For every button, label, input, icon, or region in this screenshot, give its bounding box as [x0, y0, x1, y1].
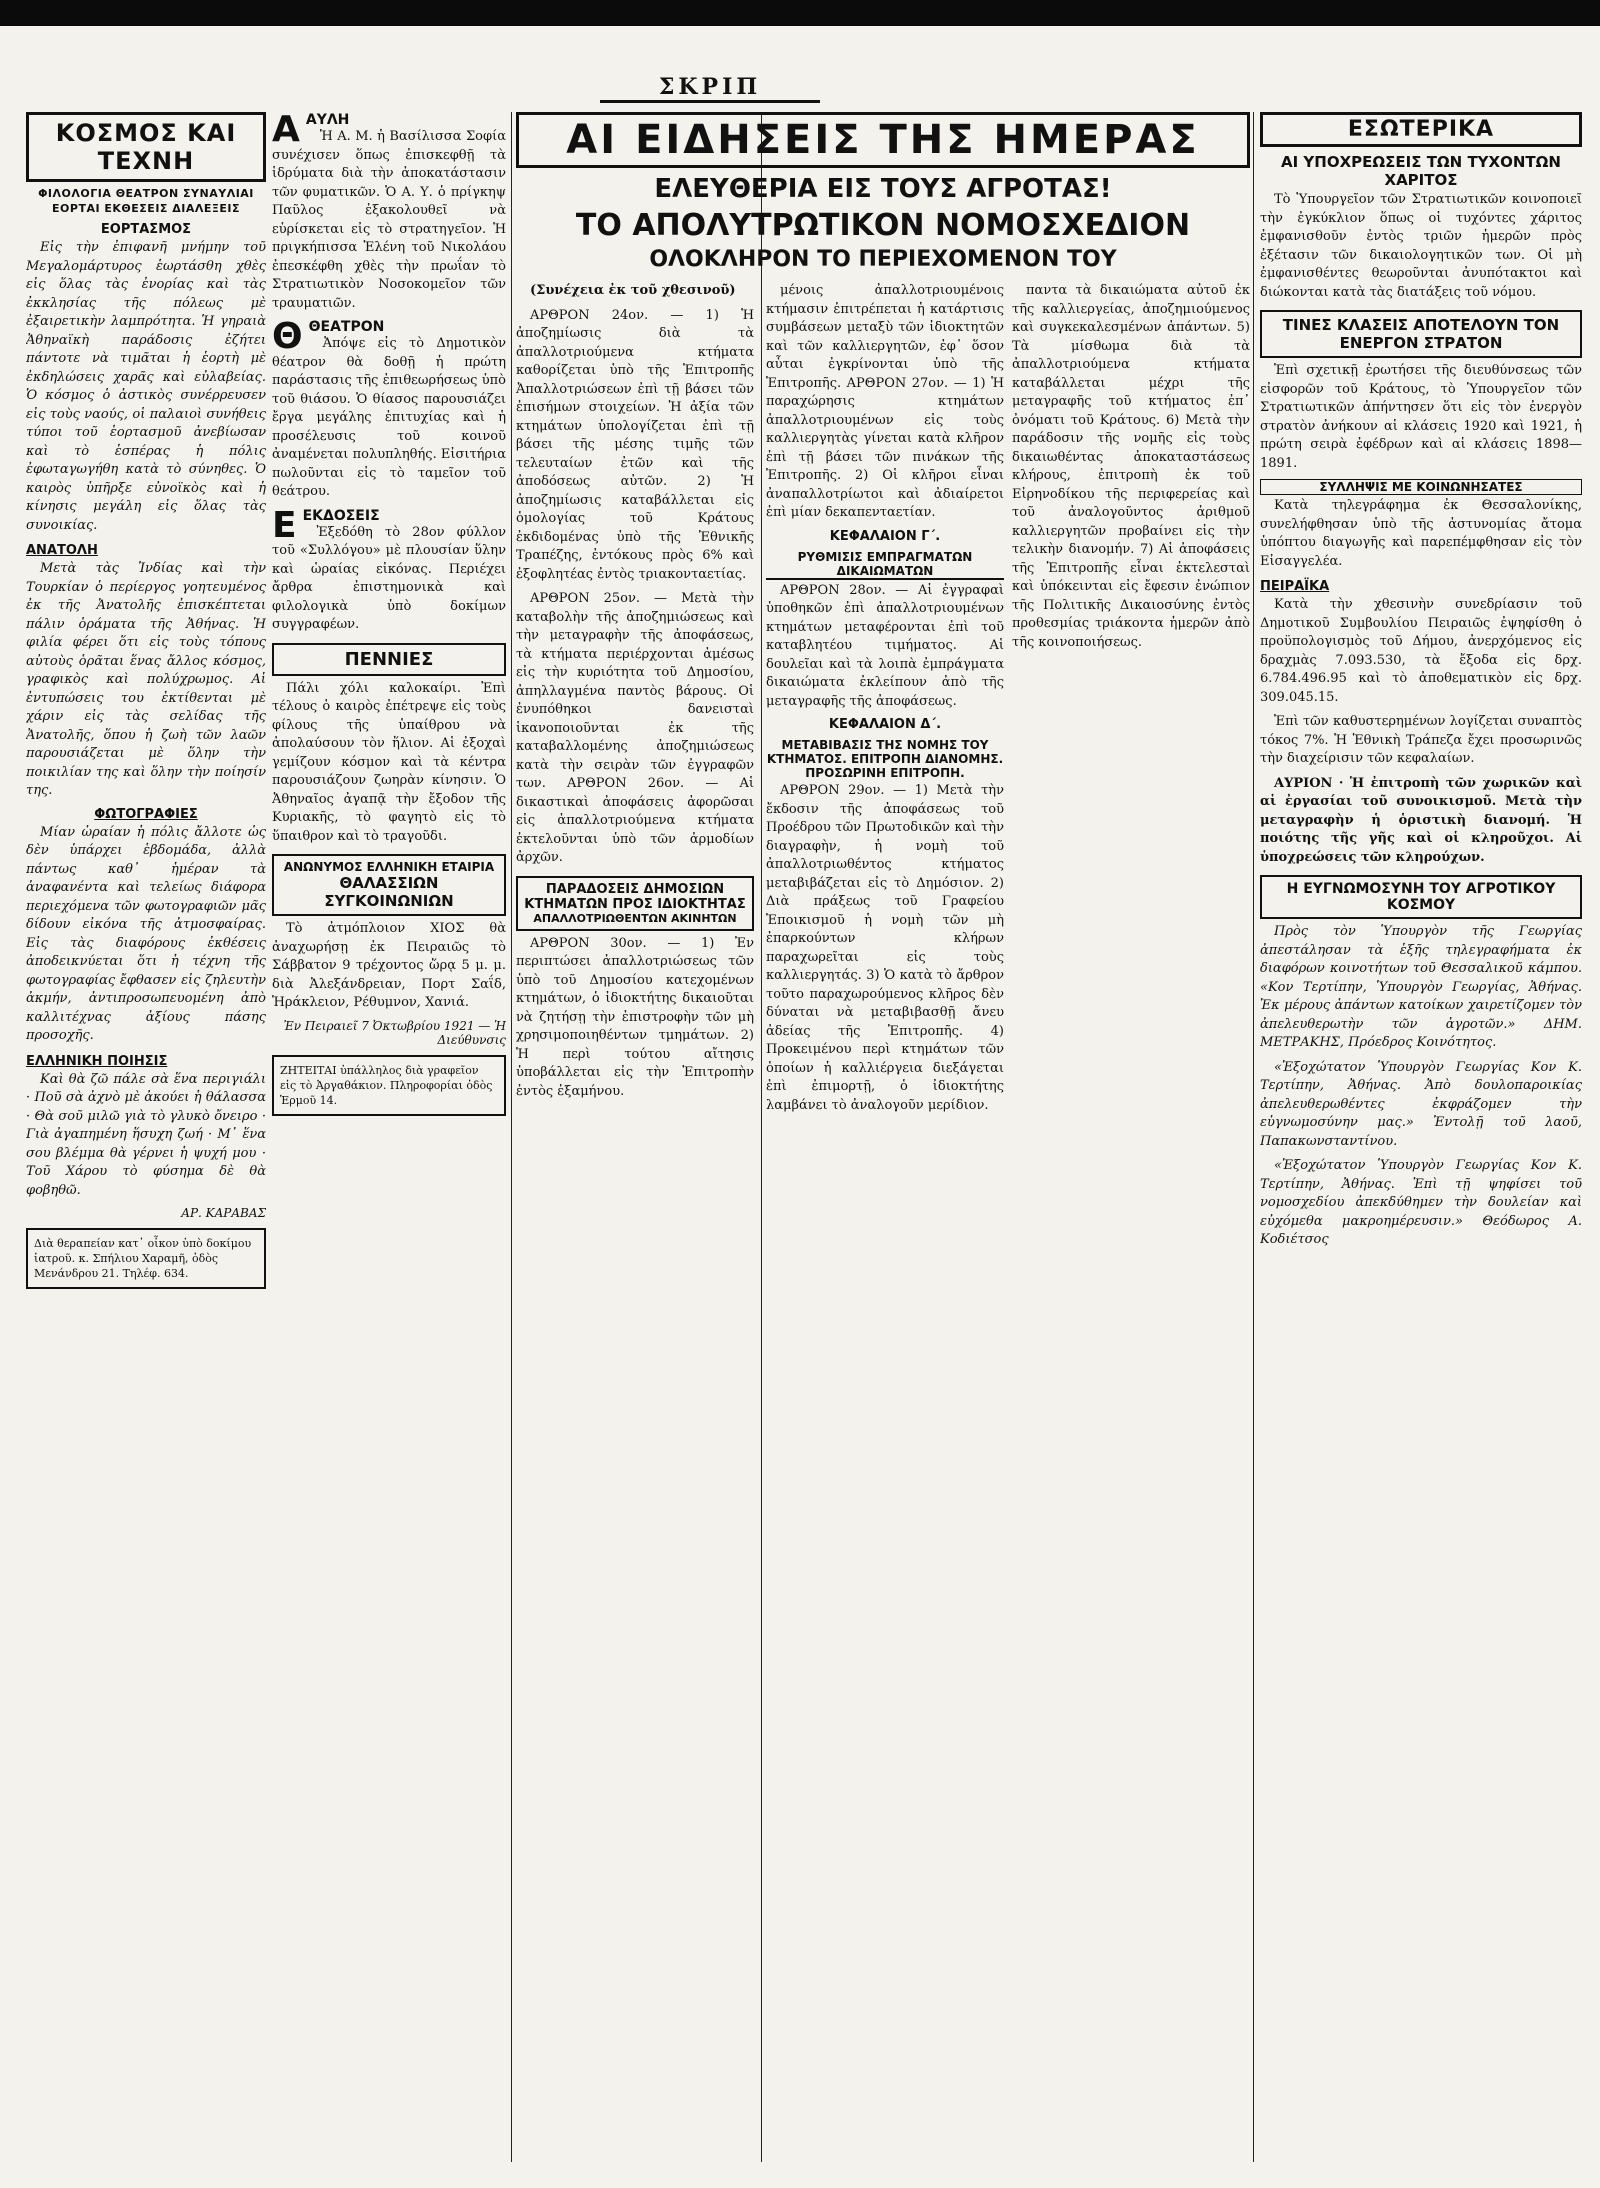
dropcap: Ε [272, 504, 297, 546]
article-heading: Η ΕΥΓΝΩΜΟΣΥΝΗ ΤΟΥ ΑΓΡΟΤΙΚΟΥ ΚΟΣΜΟΥ [1260, 875, 1582, 919]
news-column-2 [766, 282, 1004, 2162]
news-column-1 [516, 282, 754, 2162]
article-heading: ΠΕΙΡΑΪΚΑ [1260, 579, 1330, 594]
top-black-band [0, 0, 1600, 26]
article-text: Ἐξεδόθη τὸ 28ον φύλλον τοῦ «Συλλόγου» μὲ πλουσίαν ὕλην καὶ ὡραίας εἰκόνας. Περιέχει ἄρθρα ἐπιστημονικὰ καὶ φιλολογικὰ ὑπὸ δοκίμων συγγραφέων. [272, 524, 506, 632]
article-heading: ΑΝΑΤΟΛΗ [26, 543, 98, 558]
classified-text: ΖΗΤΕΙΤΑΙ ὑπάλληλος διὰ γραφεῖον εἰς τὸ Ἀργαθάκιον. Πληροφορίαι ὁδὸς Ἑρμοῦ 14. [280, 1063, 493, 1107]
article-heading: ΦΩΤΟΓΡΑΦΙΕΣ [94, 806, 198, 822]
telegram-text: Πρὸς τὸν Ὑπουργὸν τῆς Γεωργίας ἀπεστάλησαν τὰ ἑξῆς τηλεγραφήματα ἐκ διαφόρων κοινοτήτων τοῦ Θεσσαλικοῦ κάμπου. «Κον Τερτίπην, Ὑπουργὸν Γεωργίας, Ἀθήνας. Ἐκ μέρους ἁπάντων κατοίκων χαιρετίζομεν τὸν ἀπελευθερωτὴν τῶν ἀγροτῶν.» ΔΗΜ. ΜΕΤΡΑΚΗΣ, Πρόεδρος Κοινότητος. [1260, 924, 1582, 1050]
article-text: Κατὰ τηλεγράφημα ἐκ Θεσσαλονίκης, συνελήφθησαν ὑπὸ τῆς ἀστυνομίας ἄτομα ὑπόπτου διαγωγῆς καὶ παρεπέμφθησαν εἰς τὸν Εἰσαγγελέα. [1260, 498, 1582, 569]
advertisement [26, 1228, 266, 1289]
news-header [516, 112, 1250, 272]
company-ad [272, 854, 506, 916]
company-subtitle: ΘΑΛΑΣΣΙΩΝ ΣΥΓΚΟΙΝΩΝΙΩΝ [324, 874, 454, 910]
paradoseis-subtitle: ΑΠΑΛΛΟΤΡΙΩΘΕΝΤΩΝ ΑΚΙΝΗΤΩΝ [533, 911, 737, 925]
chapter-title: ΡΥΘΜΙΣΙΣ ΕΜΠΡΑΓΜΑΤΩΝ ΔΙΚΑΙΩΜΑΤΩΝ [766, 550, 1004, 580]
chapter-label: ΚΕΦΑΛΑΙΟΝ Γ΄. [829, 528, 941, 544]
news-subheadline: ΟΛΟΚΛΗΡΟΝ ΤΟ ΠΕΡΙΕΧΟΜΕΝΟΝ ΤΟΥ [649, 247, 1117, 272]
section-subtitle: ΦΙΛΟΛΟΓΙΑ ΘΕΑΤΡΟΝ ΣΥΝΑΥΛΙΑΙ ΕΟΡΤΑΙ ΕΚΘΕΣΕΙΣ ΔΙΑΛΕΞΕΙΣ [38, 187, 254, 215]
article-text: Πάλι χόλι καλοκαίρι. Ἐπὶ τέλους ὁ καιρὸς ἐπέτρεψε εἰς τοὺς φίλους τῆς ὑπαίθρου νὰ ἀπολαύσουν τὸν ἥλιον. Αἱ ἐξοχαὶ γεμίζουν κόσμον καὶ τὰ κέντρα παρουσιάζουν ζωηρὰν κίνησιν. Ὁ Ἀθηναῖος ἀγαπᾷ τὴν ἔξοδον τῆς Κυριακῆς, τὸ φαγητὸ εἰς τὸ ὕπαιθρον καὶ τὸ τραγοῦδι. [272, 680, 506, 844]
article-heading: ΑΥΛΗ [305, 112, 350, 128]
poem-signature: ΑΡ. ΚΑΡΑΒΑΣ [181, 1206, 266, 1220]
article-text: ΑΡΘΡΟΝ 29ον. — 1) Μετὰ τὴν ἔκδοσιν τῆς ἀποφάσεως τοῦ Προέδρου τῶν Πρωτοδικῶν καὶ τὴν διαγραφὴν, ἡ νομὴ τοῦ ἀπαλλοτριωθέντος κτήματος μεταβιβάζεται εἰς τὸ Δημόσιον. 2) Διὰ πράξεως τοῦ Γραφείου Ἐποικισμοῦ ἡ νομὴ τῶν μὴ ἐπαρκούντων κλήρων παραχωρεῖται εἰς τοὺς καλλιεργητάς. 3) Ὁ κατὰ τὸ ἄρθρον τοῦτο παραχωρούμενος κλῆρος δὲν δύναται νὰ μεταβιβασθῇ ἄνευ ἀδείας τῆς Ἐπιτροπῆς. 4) Προκειμένου περὶ κτημάτων τῶν ὁποίων ἡ καλλιέργεια διεξάγεται ἐπὶ ἐπιμορτῇ, ὁ ἰδιοκτήτης λαμβάνει τὸ ἀναλογοῦν μερίδιον. [766, 783, 1004, 1113]
article-text: Ἀπόψε εἰς τὸ Δημοτικὸν θέατρον θὰ δοθῇ ἡ πρώτη παράστασις τῆς ἐπιθεωρήσεως ὑπὸ τοῦ θιάσου. Ὁ θίασος παρουσιάζει ἔργα μεγάλης ἐπιτυχίας καὶ ἡ προσέλευσις τοῦ κοινοῦ ἀναμένεται πολυπληθής. Εἰσιτήρια πωλοῦνται εἰς τὸ ταμεῖον τοῦ θεάτρου. [272, 336, 506, 499]
article-heading: ΤΙΝΕΣ ΚΛΑΣΕΙΣ ΑΠΟΤΕΛΟΥΝ ΤΟΝ ΕΝΕΡΓΟΝ ΣΤΡΑΤΟΝ [1260, 310, 1582, 358]
news-briefs-column [272, 112, 506, 2162]
article-heading [516, 876, 754, 931]
article-text: Κατὰ τὴν χθεσινὴν συνεδρίασιν τοῦ Δημοτικοῦ Συμβουλίου Πειραιῶς ἐψηφίσθη ὁ προϋπολογισμὸς τοῦ Δήμου, ἀνερχόμενος εἰς δραχμὰς 7.093.530, τὰ ἔξοδα εἰς δρχ. 6.784.496.95 καὶ τὸ ἀποθεματικὸν εἰς δρχ. 309.045.15. [1260, 597, 1582, 705]
article-text: ΑΡΘΡΟΝ 28ον. — Αἱ ἐγγραφαὶ ὑποθηκῶν ἐπὶ ἀπαλλοτριουμένων κτημάτων μεταφέρονται ἐπὶ τοῦ καταβλητέου τιμήματος. Αἱ δουλεῖαι καὶ τὰ λοιπὰ ἐμπράγματα δικαιώματα ἐκλείπουν ἀπὸ τῆς μεταγραφῆς τῆς ἀποφάσεως. [766, 582, 1004, 709]
section-title: ΕΣΩΤΕΡΙΚΑ [1260, 112, 1582, 147]
article-heading: ΠΕΝΝΙΕΣ [272, 643, 506, 676]
classified-ad [272, 1055, 506, 1116]
domestic-section [1260, 112, 1582, 2162]
article-text: παντα τὰ δικαιώματα αὐτοῦ ἐκ τῆς καλλιεργείας, ἀποζημιούμενος καὶ συγκεκαλεσμένων ἀπάντων. 5) Τὰ μίσθωμα διὰ τὰ ἀπαλλοτριούμενα κτήματα καταβάλλεται μέχρι τῆς μεταγραφῆς τοῦ κτήματος ἐπ᾿ ὀνόματι τοῦ Κράτους. 6) Μετὰ τὴν παράδοσιν τῆς νομῆς εἰς τοὺς δικαιωθέντας ἀποκαταστάσεως κλήρους, ἐπιτροπὴ ἐκ τοῦ Εἰρηνοδίκου τῆς περιφερείας καὶ τοῦ ἀναλογοῦντος ἀριθμοῦ καλλιεργητῶν προβαίνει εἰς τὴν τελικὴν διανομήν. 7) Αἱ ἀποφάσεις τῆς Ἐπιτροπῆς εἶναι ἐκτελεσταὶ καὶ ὑπόκεινται εἰς ἔφεσιν ἐνώπιον τῆς Πολιτικῆς Δικαιοσύνης ἐντὸς προθεσμίας τριάκοντα ἡμερῶν ἀπὸ τῆς κοινοποιήσεως. [1012, 283, 1250, 650]
article-text: Τὸ Ὑπουργεῖον τῶν Στρατιωτικῶν κοινοποιεῖ τὴν ἐγκύκλιον ὅπως οἱ τυχόντες χάριτος ἐμφανισθοῦν ἐντὸς τριῶν ἡμερῶν πρὸς ἐξέτασιν τῶν δικαιολογητικῶν των. Οἱ μὴ ἐμφανισθέντες θεωροῦνται ἀνυπότακτοι καὶ διώκονται κατὰ τὰς διατάξεις τοῦ νόμου. [1260, 192, 1582, 300]
news-headline: ΤΟ ΑΠΟΛΥΤΡΩΤΙΚΟΝ ΝΟΜΟΣΧΕΔΙΟΝ [575, 208, 1191, 243]
poem-text: Καὶ θὰ ζῶ πάλε σὰ ἕνα περιγιάλι · Ποῦ σὰ ἀχνὸ μὲ ἀκούει ἡ θάλασσα · Θὰ σοῦ μιλῶ γιὰ τὸ γλυκὸ ὄνειρο · Γιὰ ἀγαπημένη ἥσυχη ζωή · Μ᾿ ἕνα σου βλέμμα θὰ γέρνει ἡ ψυχή μου · Τοῦ Χάρου τὸ φύσημα δὲ θὰ φοβηθῶ. [26, 1071, 266, 1198]
article-heading: ΕΟΡΤΑΣΜΟΣ [100, 222, 192, 237]
news-column-3 [1012, 282, 1250, 2162]
column-rule [1253, 112, 1254, 2162]
article-text: Μετὰ τὰς Ἰνδίας καὶ τὴν Τουρκίαν ὁ περίεργος γοητευμένος ἐκ τῆς Ἀνατολῆς ἐπισκέπτεται πάλιν ὁράματα τῆς Ἀθήνας. Ἡ φιλία φέρει ὅτι εἰς τοὺς τόπους αὐτοὺς ὁρᾶται ἕνας ἄλλος κόσμος, γραφικὸς καὶ πολύχρωμος. Αἱ ἐντυπώσεις του ἐκτίθενται μὲ χάριν εἰς τὰς σελίδας τῆς Ἀνατολῆς, ὅπου ἡ ζωὴ τῶν λαῶν παρουσιάζεται μὲ ὅλην τὴν ποικιλίαν της καὶ ὅλην τὴν ποίησίν της. [26, 561, 266, 798]
article-text: μένοις ἀπαλλοτριουμένοις κτήμασιν ἐπιτρέπεται ἡ κατάρτισις συμβάσεων μεταξὺ τῶν ἰδιοκτητῶν καὶ τῶν καλλιεργητῶν, ἐφ᾿ ὅσον αὗται ἐγκρίνονται ὑπὸ τῆς Ἐπιτροπῆς. ΑΡΘΡΟΝ 27ον. — 1) Ἡ παραχώρησις κτημάτων ἀπαλλοτριουμένων εἰς τοὺς καλλιεργητὰς γίνεται κατὰ κλῆρον ἐπὶ τῇ βάσει τῶν πινάκων τῆς Ἐπιτροπῆς. 2) Οἱ κλῆροι εἶναι ἀναπαλλοτρίωτοι καὶ ἀδιαίρετοι ἐπὶ μίαν δεκαπενταετίαν. [766, 283, 1004, 520]
ad-text: Διὰ θεραπείαν κατ᾿ οἶκον ὑπὸ δοκίμου ἰατροῦ. κ. Σπήλιου Χαραμῆ, ὁδὸς Μενάνδρου 21. Τηλέφ. 634. [34, 1237, 252, 1280]
company-name: ΑΝΩΝΥΜΟΣ ΕΛΛΗΝΙΚΗ ΕΤΑΙΡΙΑ [283, 860, 495, 874]
telegram-text: «Ἐξοχώτατον Ὑπουργὸν Γεωργίας Κον Κ. Τερτίπην, Ἀθήνας. Ἀπὸ δουλοπαροικίας ἀπελευθερωθέντες ἐκφράζομεν τὴν εὐγνωμοσύνην μας.» Ἐντολῇ τοῦ λαοῦ, Παπακωνσταντίνου. [1260, 1059, 1582, 1149]
paradoseis-title: ΠΑΡΑΔΟΣΕΙΣ ΔΗΜΟΣΙΩΝ ΚΤΗΜΑΤΩΝ ΠΡΟΣ ΙΔΙΟΚΤΗΤΑΣ [524, 881, 746, 912]
article-text: ΑΡΘΡΟΝ 25ον. — Μετὰ τὴν καταβολὴν τῆς ἀποζημιώσεως καὶ τὴν μεταγραφὴν τῆς ἀποφάσεως, τὰ κτήματα περιέρχονται ἀμέσως εἰς τὴν κυριότητα τοῦ Δημοσίου, ἀπηλλαγμένα παντὸς βάρους. Οἱ ἐνυπόθηκοι δανεισταὶ ἱκανοποιοῦνται ἐκ τῆς καταβαλλομένης ἀποζημιώσεως κατὰ τὴν σειρὰν τῶν ἐγγραφῶν των. ΑΡΘΡΟΝ 26ον. — Αἱ δικαστικαὶ ἀποφάσεις ἀφορῶσαι εἰς ἀπαλλοτριούμενα κτήματα ἐκτελοῦνται ὑπὸ τῶν ἀρμοδίων ἀρχῶν. [516, 591, 754, 865]
article-text: Ἡ Α. Μ. ἡ Βασίλισσα Σοφία συνέχισεν ὅπως ἐπισκεφθῇ τὰ ἱδρύματα διὰ τὴν ἀποκατάστασιν τῶν φυματικῶν. Ὁ Α. Υ. ὁ πρίγκηψ Παῦλος ἐξακολουθεῖ νὰ εὑρίσκεται εἰς τὸ στρατηγεῖον. Ἡ πριγκήπισσα Ἑλένη τοῦ Νικολάου ἐπεσκέφθη χθὲς τὴν πρωΐαν τὸ Στρατιωτικὸν Νοσοκομεῖον τῶν τραυματιῶν. [272, 129, 506, 311]
article-text: ΑΡΘΡΟΝ 24ον. — 1) Ἡ ἀποζημίωσις διὰ τὰ ἀπαλλοτριούμενα κτήματα καθορίζεται ὑπὸ τῆς Ἐπιτροπῆς Ἀπαλλοτριώσεων ἐπὶ τῇ βάσει τῶν ἐπισήμων στοιχείων. Ἡ ἀξία τῶν κτημάτων ὑπολογίζεται ἐπὶ τῇ βάσει τῆς μέσης τιμῆς τῶν τελευταίων ἐτῶν καὶ τῆς ἀποδόσεως αὐτῶν. 2) Ἡ ἀποζημίωσις καταβάλλεται εἰς ὁμολογίας τοῦ Κράτους ἐκδιδομένας ὑπὸ τῆς Ἐθνικῆς Τραπέζης, ἐντόκους πρὸς 6% καὶ ἐξοφλητέας ἐντὸς τριακονταετίας. [516, 307, 754, 582]
article-text: ΑΡΘΡΟΝ 30ον. — 1) Ἐν περιπτώσει ἀπαλλοτριώσεως τῶν ὑπὸ τοῦ Δημοσίου κατεχομένων κτημάτων, ὁ ἰδιοκτήτης δικαιοῦται νὰ ζητήσῃ τὴν ἐπιστροφὴν τῶν μὴ χρησιμοποιηθέντων τμημάτων. 2) Ἡ περὶ τούτου αἴτησις ὑποβάλλεται εἰς τὴν Ἐπιτροπὴν ἐντὸς ἑξαμήνου. [516, 935, 754, 1099]
news-section-title: ΑΙ ΕΙΔΗΣΕΙΣ ΤΗΣ ΗΜΕΡΑΣ [516, 112, 1250, 168]
article-text: Ἐπὶ τῶν καθυστερημένων λογίζεται συναπτὸς τόκος 7%. Ἡ Ἐθνικὴ Τράπεζα ἔχει προσωρινῶς τὴν διαχείρισιν τῶν κεφαλαίων. [1260, 714, 1582, 766]
chapter-label: ΚΕΦΑΛΑΙΟΝ Δ΄. [828, 717, 942, 732]
news-kicker: ΕΛΕΥΘΕΡΙΑ ΕΙΣ ΤΟΥΣ ΑΓΡΟΤΑΣ! [654, 174, 1112, 204]
article-heading: ΕΛΛΗΝΙΚΗ ΠΟΙΗΣΙΣ [26, 1053, 168, 1069]
article-heading: ΑΙ ΥΠΟΧΡΕΩΣΕΙΣ ΤΩΝ ΤΥΧΟΝΤΩΝ ΧΑΡΙΤΟΣ [1281, 153, 1561, 189]
dropcap: Θ [272, 316, 303, 357]
article-text: Εἰς τὴν ἐπιφανῆ μνήμην τοῦ Μεγαλομάρτυρος ἑωρτάσθη χθὲς εἰς ὅλας τὰς ἐνορίας καὶ τὰς ἐκκλησίας τῆς πόλεως μὲ ἐξαιρετικὴν λαμπρότητα. Ἡ γηραιὰ Ἀθηναϊκὴ παράδοσις ἐζήτει πάντοτε νὰ τιμᾶται ἡ ἑορτὴ μὲ ἐκδηλώσεις χαρᾶς καὶ εὐλαβείας. Ὁ κόσμος ὁ ἀστικὸς συνέρρευσεν εἰς τοὺς ναούς, οἱ παλαιοὶ συνήθεις τύποι τοῦ ἑορτασμοῦ ἀνεβίωσαν καὶ τὸ ἑσπέρας ἡ πόλις ἐφωταγωγήθη κατὰ τὸ σύνηθες. Ὁ καιρὸς ὑπῆρξε εὐνοϊκὸς καὶ ἡ κίνησις μεγάλη εἰς ὅλας τὰς συνοικίας. [26, 240, 266, 533]
continuation-note: (Συνέχεια ἐκ τοῦ χθεσινοῦ) [530, 283, 736, 298]
article-heading: ΕΚΔΟΣΕΙΣ [302, 507, 380, 524]
tomorrow-teaser: ΑΥΡΙΟΝ · Ἡ ἐπιτροπὴ τῶν χωρικῶν καὶ αἱ ἐργασίαι τοῦ συνοικισμοῦ. Μετὰ τὴν μεταγραφὴν ἡ ὁριστικὴ διανομή. Ἡ ποιότης τῆς γῆς καὶ οἱ κληροῦχοι. Αἱ ὑποχρεώσεις τῶν κληρούχων. [1260, 775, 1582, 865]
column-rule [511, 112, 512, 2162]
culture-section [26, 112, 266, 2162]
article-text: Ἐπὶ σχετικῇ ἐρωτήσει τῆς διευθύνσεως τῶν εἰσφορῶν τοῦ Κράτους, τὸ Ὑπουργεῖον τῶν Στρατιωτικῶν ἀπήντησεν ὅτι εἰς τὸν ἐνεργὸν στρατὸν ἀνήκουν αἱ κλάσεις 1920 καὶ 1921, ἡ πρώτη σειρὰ ἐφέδρων καὶ αἱ κλάσεις 1898—1891. [1260, 363, 1582, 471]
chapter-title: ΜΕΤΑΒΙΒΑΣΙΣ ΤΗΣ ΝΟΜΗΣ ΤΟΥ ΚΤΗΜΑΤΟΣ. ΕΠΙΤΡΟΠΗ ΔΙΑΝΟΜΗΣ. ΠΡΟΣΩΡΙΝΗ ΕΠΙΤΡΟΠΗ. [766, 738, 1004, 780]
article-heading: ΘΕΑΤΡΟΝ [308, 319, 385, 335]
telegram-text: «Ἐξοχώτατον Ὑπουργὸν Γεωργίας Κον Κ. Τερτίπην, Ἀθήνας. Ἐπὶ τῇ ψηφίσει τοῦ νομοσχεδίου ἀπεκδύθημεν τὴν δουλείαν καὶ εὐχόμεθα μακροημέρευσιν.» Θεόδωρος Α. Κοδιέτσος [1260, 1158, 1582, 1247]
dropcap: Α [272, 112, 300, 150]
column-rule [761, 112, 762, 2162]
section-title: ΚΟΣΜΟΣ ΚΑΙ ΤΕΧΝΗ [26, 112, 266, 182]
article-text: Μίαν ὡραίαν ἡ πόλις ἄλλοτε ὡς δὲν ὑπάρχει ἑβδομάδα, ἀλλὰ πάντως καθ᾿ ἡμέραν τὰ ἀναφανέντα καὶ τελείως διάφορα περιεχόμενα τῶν φωτογραφιῶν μᾶς δίδουν εἰκόνα τῆς ἀτμοσφαίρας. Εἰς τὰς διαφόρους ἐκθέσεις ἀποδεικνύεται ὅτι ἡ τέχνη τῆς φωτογραφίας ἔφθασεν εἰς ζηλευτὴν ἀκμήν, ἀντιπροσωπευομένη ἀπὸ καλλιτέχνας ἀξίους πάσης προσοχῆς. [26, 824, 266, 1043]
masthead: ΣΚΡΙΠ [600, 74, 820, 103]
company-ad-date: Ἐν Πειραιεῖ 7 Ὀκτωβρίου 1921 — Ἡ Διεύθυνσις [283, 1018, 506, 1047]
article-heading: ΣΥΛΛΗΨΙΣ ΜΕ ΚΟΙΝΩΝΗΣΑΤΕΣ [1260, 479, 1582, 495]
company-ad-text: Τὸ ἀτμόπλοιον ΧΙΟΣ θὰ ἀναχωρήσῃ ἐκ Πειραιῶς τὸ Σάββατον 9 τρέχοντος ὥρᾳ 5 μ. μ. διὰ Ἀλεξάνδρειαν, Πορτ Σαΐδ, Ἡράκλειον, Ρέθυμνον, Χανιά. [272, 921, 506, 1010]
